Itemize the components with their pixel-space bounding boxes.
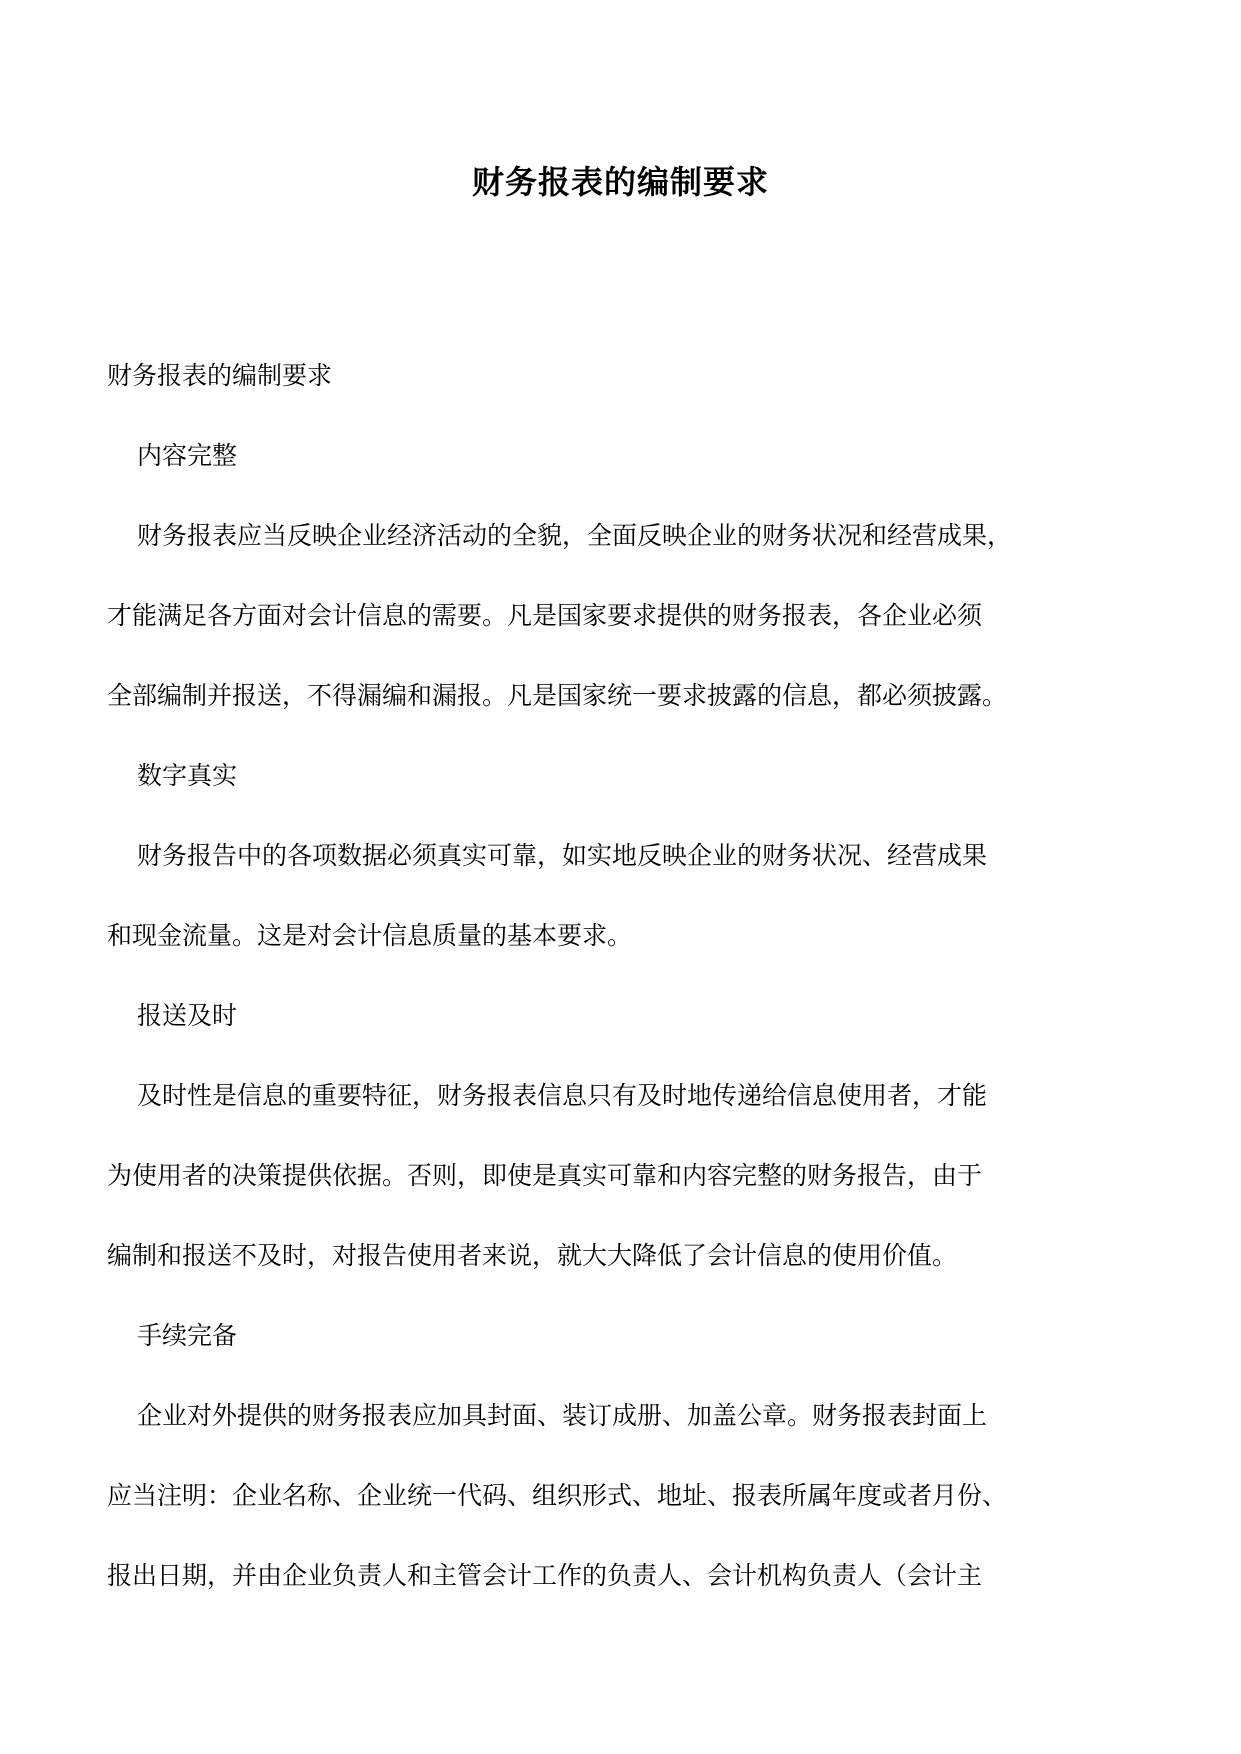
paragraph-line: 应当注明：企业名称、企业统一代码、组织形式、地址、报表所属年度或者月份、 — [107, 1481, 1008, 1510]
paragraph-line: 及时性是信息的重要特征，财务报表信息只有及时地传递给信息使用者，才能 — [137, 1081, 988, 1110]
document-title: 财务报表的编制要求 — [471, 163, 769, 201]
section-heading: 财务报表的编制要求 — [107, 361, 333, 390]
subsection-heading: 内容完整 — [137, 441, 238, 470]
paragraph-line: 编制和报送不及时，对报告使用者来说，就大大降低了会计信息的使用价值。 — [107, 1241, 958, 1270]
paragraph-line: 财务报告中的各项数据必须真实可靠，如实地反映企业的财务状况、经营成果 — [137, 841, 988, 870]
subsection-heading: 数字真实 — [137, 761, 238, 790]
paragraph-line: 才能满足各方面对会计信息的需要。凡是国家要求提供的财务报表，各企业必须 — [107, 601, 983, 630]
paragraph-line: 为使用者的决策提供依据。否则，即使是真实可靠和内容完整的财务报告，由于 — [107, 1161, 983, 1190]
document-body — [107, 336, 1137, 1616]
subsection-heading: 手续完备 — [137, 1321, 238, 1350]
paragraph-line: 报出日期，并由企业负责人和主管会计工作的负责人、会计机构负责人（会计主 — [107, 1561, 983, 1590]
paragraph-line: 和现金流量。这是对会计信息质量的基本要求。 — [107, 921, 633, 950]
paragraph-line: 企业对外提供的财务报表应加具封面、装订成册、加盖公章。财务报表封面上 — [137, 1401, 988, 1430]
subsection-heading: 报送及时 — [137, 1001, 238, 1030]
paragraph-line: 全部编制并报送，不得漏编和漏报。凡是国家统一要求披露的信息，都必须披露。 — [107, 681, 1008, 710]
paragraph-line: 财务报表应当反映企业经济活动的全貌，全面反映企业的财务状况和经营成果， — [137, 521, 1013, 550]
